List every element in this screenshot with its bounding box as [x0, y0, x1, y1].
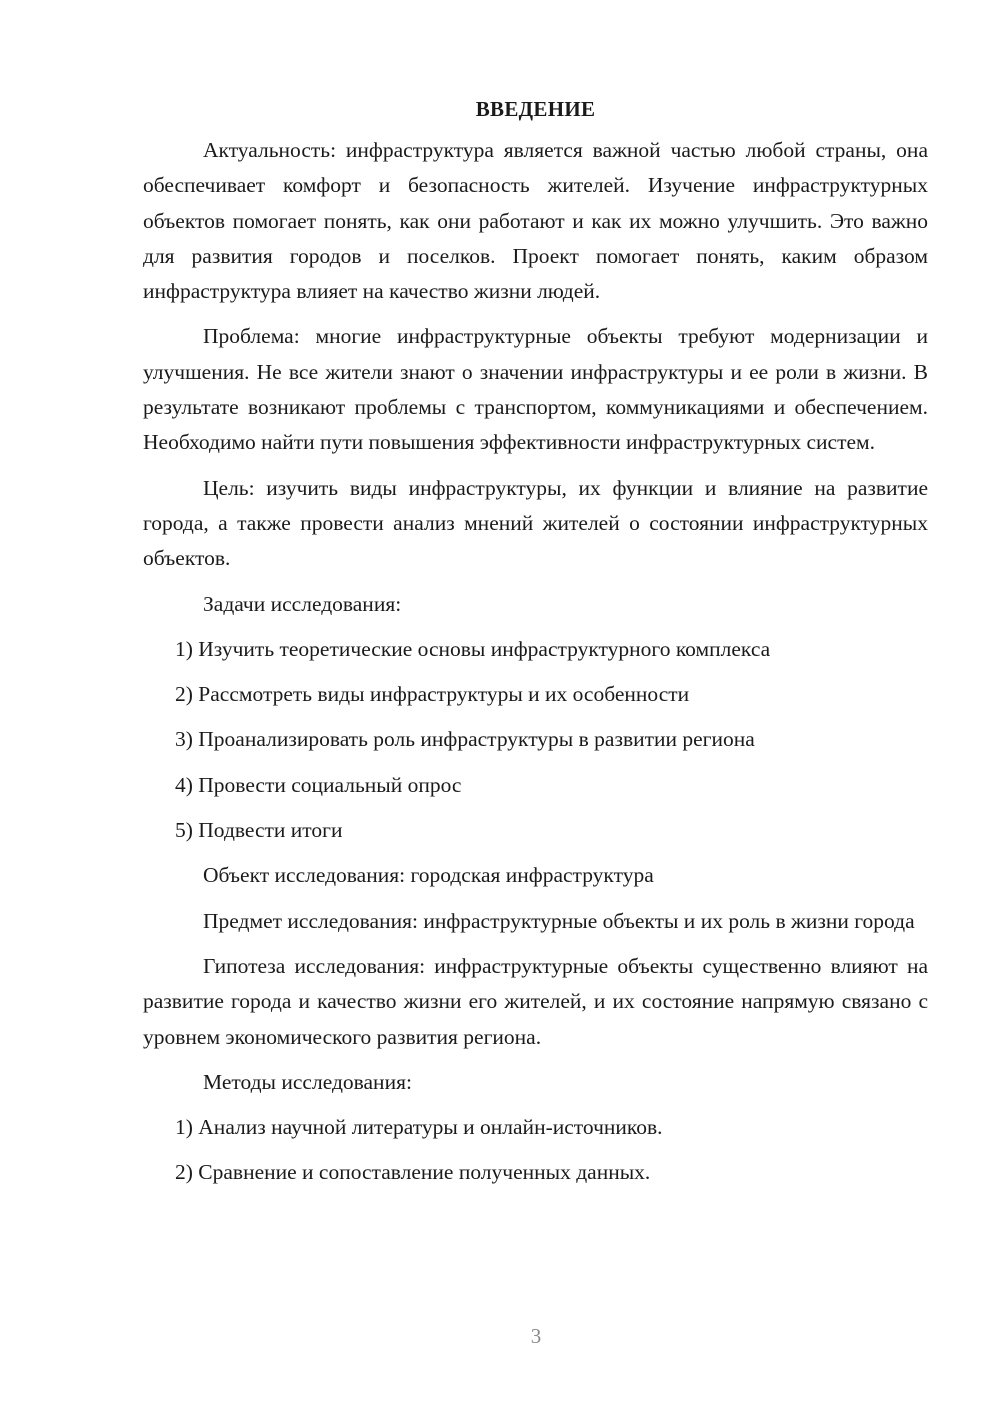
- object-paragraph: Объект исследования: городская инфраструктура: [203, 863, 654, 888]
- list-item: 4) Провести социальный опрос: [175, 772, 462, 797]
- methods-heading: Методы исследования:: [203, 1069, 412, 1094]
- tasks-heading: Задачи исследования:: [203, 591, 402, 616]
- list-item: 1) Изучить теоретические основы инфраструктурного комплекса: [175, 636, 771, 661]
- goal-paragraph: Цель: изучить виды инфраструктуры, их функции и влияние на развитие города, а также провести анализ мнений жителей о состоянии инфраструктурных объектов.: [143, 475, 928, 571]
- hypothesis-paragraph: Гипотеза исследования: инфраструктурные объекты существенно влияют на развитие города и качество жизни его жителей, и их состояние напрямую связано с уровнем экономического развития региона.: [143, 953, 928, 1049]
- page-number: 3: [530, 1324, 542, 1348]
- list-item: 5) Подвести итоги: [175, 818, 343, 843]
- page-content: [143, 92, 928, 1201]
- list-item: 2) Рассмотреть виды инфраструктуры и их особенности: [175, 682, 690, 707]
- methods-list: [143, 1110, 928, 1191]
- list-item: 3) Проанализировать роль инфраструктуры в развитии региона: [175, 727, 755, 752]
- page-title: ВВЕДЕНИЕ: [475, 97, 596, 121]
- list-item: 2) Сравнение и сопоставление полученных данных.: [175, 1160, 651, 1185]
- subject-paragraph: Предмет исследования: инфраструктурные объекты и их роль в жизни города: [203, 908, 915, 933]
- tasks-list: [143, 632, 928, 848]
- relevance-paragraph: Актуальность: инфраструктура является важной частью любой страны, она обеспечивает комфорт и безопасность жителей. Изучение инфраструктурных объектов помогает понять, как они работают и как их можно улучшить. Это важно для развития городов и поселков. Проект помогает понять, каким образом инфраструктура влияет на качество жизни людей.: [143, 138, 928, 304]
- problem-paragraph: Проблема: многие инфраструктурные объекты требуют модернизации и улучшения. Не все жители знают о значении инфраструктуры и ее роли в жизни. В результате возникают проблемы с транспортом, коммуникациями и обеспечением. Необходимо найти пути повышения эффективности инфраструктурных систем.: [143, 324, 928, 455]
- list-item: 1) Анализ научной литературы и онлайн-источников.: [175, 1115, 663, 1140]
